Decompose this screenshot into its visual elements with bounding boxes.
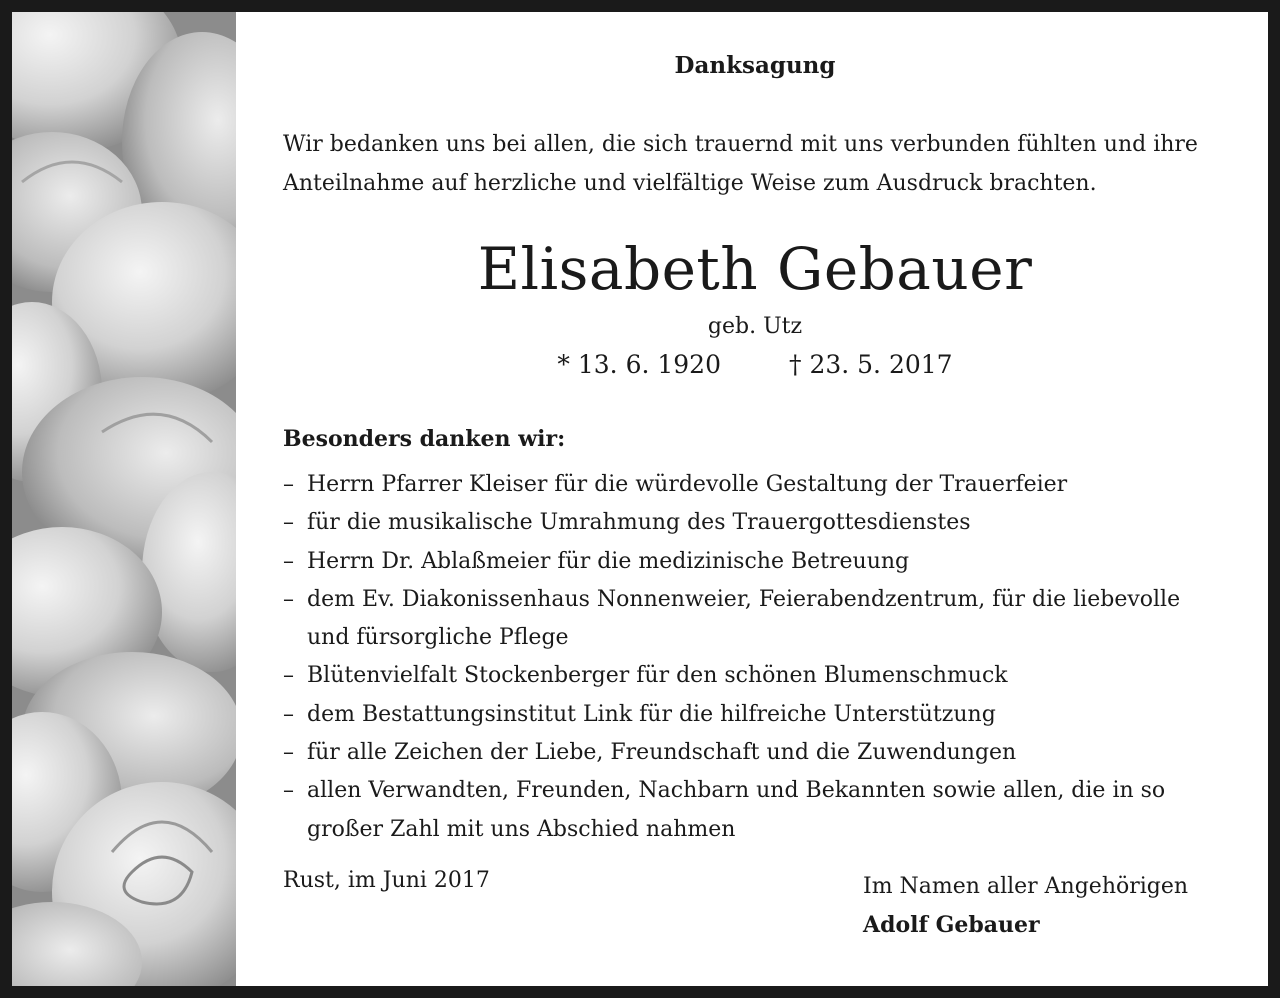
life-dates xyxy=(283,350,1227,379)
notice-content xyxy=(283,12,1243,986)
signer-name: Adolf Gebauer xyxy=(863,912,1040,938)
list-item: – für die musikalische Umrahmung des Trauergottesdienstes xyxy=(283,504,1243,542)
thanks-title: Besonders danken wir: xyxy=(283,426,566,452)
deceased-name: Elisabeth Gebauer xyxy=(477,235,1033,303)
list-item: – allen Verwandten, Freunden, Nachbarn und Bekannten sowie allen, die in so großer Zahl mit uns Abschied nahmen xyxy=(283,772,1227,849)
list-item: – dem Ev. Diakonissenhaus Nonnenweier, Feierabendzentrum, für die liebevolle und fürsorgliche Pflege xyxy=(283,581,1187,658)
death-date: † 23. 5. 2017 xyxy=(789,350,953,379)
list-item: – Herrn Dr. Ablaßmeier für die medizinische Betreuung xyxy=(283,543,1243,581)
on-behalf-text: Im Namen aller Angehörigen xyxy=(863,874,1189,899)
place-date: Rust, im Juni 2017 xyxy=(283,868,490,893)
intro-text: Wir bedanken uns bei allen, die sich trauernd mit uns verbunden fühlten und ihre Anteilnahme auf herzliche und vielfältige Weise zum Ausdruck brachten. xyxy=(283,132,1198,196)
obituary-card xyxy=(12,12,1268,986)
birth-date: * 13. 6. 1920 xyxy=(557,350,721,379)
list-item: – Blütenvielfalt Stockenberger für den schönen Blumenschmuck xyxy=(283,657,1243,695)
signature-block xyxy=(863,868,1188,944)
list-item: – für alle Zeichen der Liebe, Freundschaft und die Zuwendungen xyxy=(283,734,1243,772)
roses-image xyxy=(12,12,236,986)
notice-heading: Danksagung xyxy=(674,52,836,79)
maiden-name: geb. Utz xyxy=(707,314,803,339)
list-item: – dem Bestattungsinstitut Link für die hilfreiche Unterstützung xyxy=(283,696,1243,734)
thanks-list xyxy=(283,466,1243,849)
list-item: – Herrn Pfarrer Kleiser für die würdevolle Gestaltung der Trauerfeier xyxy=(283,466,1243,504)
